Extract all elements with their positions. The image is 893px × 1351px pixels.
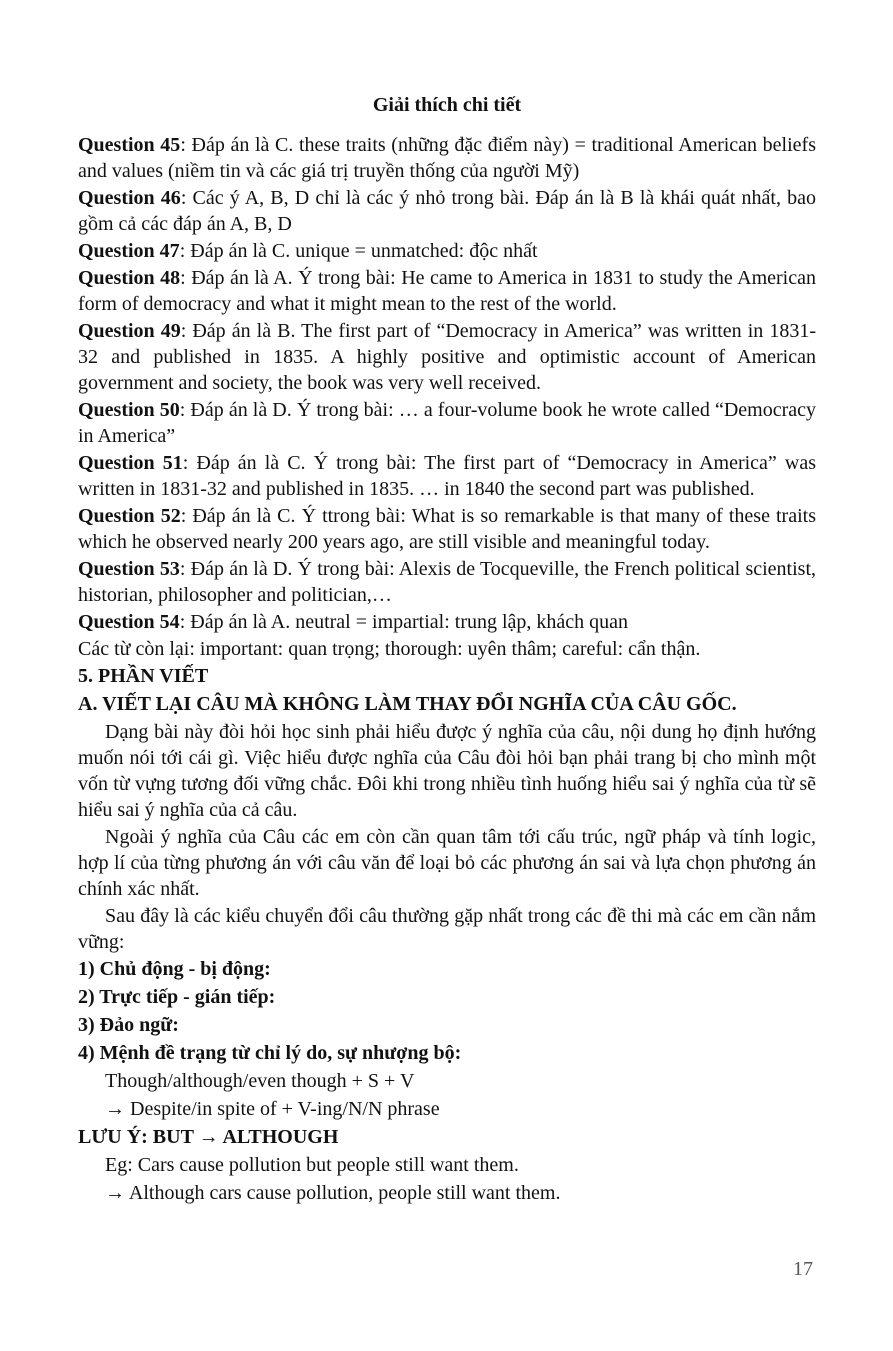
question-51-explanation: [78, 450, 816, 502]
grammar-structure: → Despite/in spite of + V-ing/N/N phrase: [105, 1098, 440, 1120]
question-label: Question 45: [78, 134, 181, 156]
question-label: Question 52: [78, 505, 181, 527]
note-heading: LƯU Ý: BUT → ALTHOUGH: [78, 1126, 339, 1148]
question-50-explanation: [78, 397, 816, 449]
document-page: [78, 92, 816, 1208]
list-item: 3) Đảo ngữ:: [78, 1014, 179, 1036]
example-sentence: → Although cars cause pollution, people still want them.: [105, 1182, 561, 1204]
question-label: Question 51: [78, 452, 183, 474]
list-item: 1) Chủ động - bị động:: [78, 958, 271, 980]
remaining-words-note: Các từ còn lại: important: quan trọng; thorough: uyên thâm; careful: cẩn thận.: [78, 638, 701, 660]
subsection-heading: A. VIẾT LẠI CÂU MÀ KHÔNG LÀM THAY ĐỔI NGHĨA CỦA CÂU GỐC.: [78, 693, 737, 715]
question-text: : Đáp án là D. Ý trong bài: … a four-volume book he wrote called “Democracy in America”: [78, 399, 816, 447]
list-item: 2) Trực tiếp - gián tiếp:: [78, 986, 276, 1008]
question-text: : Đáp án là C. Ý ttrong bài: What is so remarkable is that many of these traits which he observed nearly 200 years ago, are still visible and meaningful today.: [78, 505, 816, 553]
question-text: : Đáp án là A. Ý trong bài: He came to America in 1831 to study the American form of democracy and what it might mean to the rest of the world.: [78, 267, 816, 315]
question-text: : Đáp án là A. neutral = impartial: trung lập, khách quan: [179, 611, 629, 633]
grammar-structure: Though/although/even though + S + V: [105, 1070, 415, 1092]
question-label: Question 48: [78, 267, 181, 289]
question-46-explanation: [78, 185, 816, 237]
question-49-explanation: [78, 318, 816, 396]
question-label: Question 53: [78, 558, 180, 580]
question-text: : Đáp án là C. Ý trong bài: The first part of “Democracy in America” was written in 1831-32 and published in 1835. … in 1840 the second part was published.: [78, 452, 816, 500]
question-54-explanation: [78, 609, 816, 635]
question-text: : Đáp án là B. The first part of “Democracy in America” was written in 1831-32 and published in 1835. A highly positive and optimistic account of American government and society, the book was very well received.: [78, 320, 816, 394]
page-title: Giải thích chi tiết: [372, 94, 522, 116]
question-label: Question 47: [78, 240, 180, 262]
question-45-explanation: [78, 132, 816, 184]
question-label: Question 49: [78, 320, 181, 342]
example-sentence: Eg: Cars cause pollution but people still want them.: [105, 1154, 519, 1176]
question-label: Question 54: [78, 611, 180, 633]
question-text: : Đáp án là C. unique = unmatched: độc nhất: [179, 240, 538, 262]
list-item: 4) Mệnh đề trạng từ chỉ lý do, sự nhượng bộ:: [78, 1042, 462, 1064]
page-number: 17: [793, 1258, 813, 1280]
body-paragraph: Dạng bài này đòi hỏi học sinh phải hiểu được ý nghĩa của câu, nội dung họ định hướng muốn nói tới cái gì. Việc hiểu được nghĩa của Câu đòi hỏi bạn phải trang bị cho mình một vốn từ vựng tương đối vững chắc. Đôi khi trong nhiều tình huống hiểu sai ý nghĩa của từ sẽ hiểu sai ý nghĩa của cả câu.: [78, 721, 816, 821]
question-text: : Các ý A, B, D chỉ là các ý nhỏ trong bài. Đáp án là B là khái quát nhất, bao gồm cả các đáp án A, B, D: [78, 187, 816, 235]
question-text: : Đáp án là D. Ý trong bài: Alexis de Tocqueville, the French political scientist, historian, philosopher and politician,…: [78, 558, 816, 606]
section-heading: 5. PHẦN VIẾT: [78, 665, 209, 687]
body-paragraph: Sau đây là các kiểu chuyển đổi câu thường gặp nhất trong các đề thi mà các em cần nắm vững:: [78, 905, 816, 953]
question-label: Question 50: [78, 399, 180, 421]
question-text: : Đáp án là C. these traits (những đặc điểm này) = traditional American beliefs and values (niềm tin và các giá trị truyền thống của người Mỹ): [78, 134, 816, 182]
question-47-explanation: [78, 238, 816, 264]
question-53-explanation: [78, 556, 816, 608]
question-48-explanation: [78, 265, 816, 317]
question-label: Question 46: [78, 187, 181, 209]
body-paragraph: Ngoài ý nghĩa của Câu các em còn cần quan tâm tới cấu trúc, ngữ pháp và tính logic, hợp lí của từng phương án với câu văn để loại bỏ các phương án sai và lựa chọn phương án chính xác nhất.: [78, 826, 816, 900]
question-52-explanation: [78, 503, 816, 555]
